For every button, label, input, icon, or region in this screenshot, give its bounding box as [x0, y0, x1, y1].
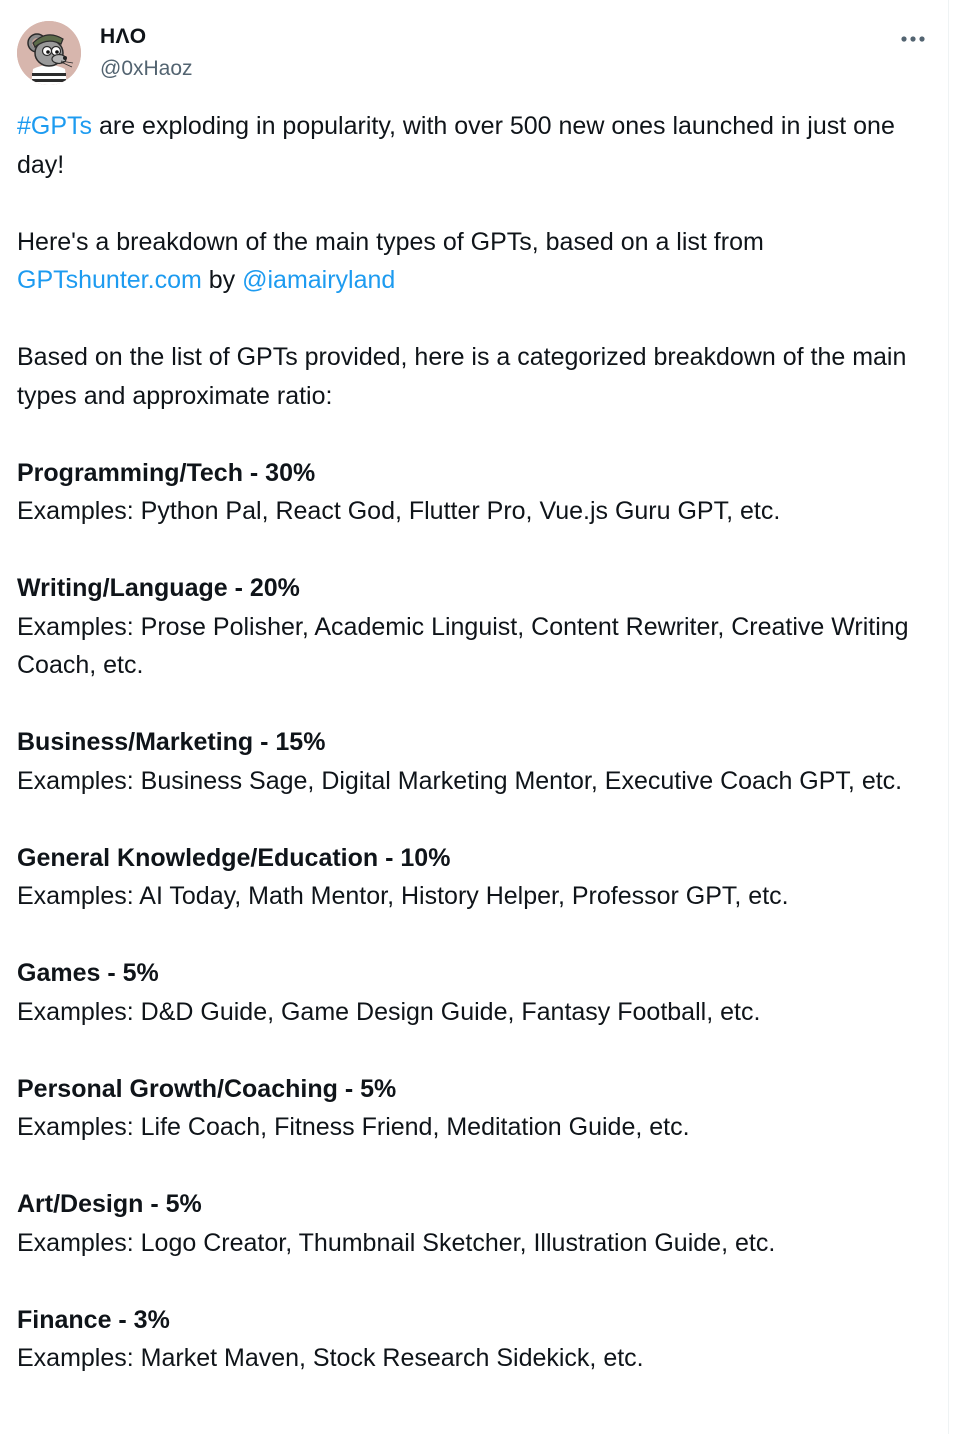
- category-title: Personal Growth/Coaching - 5%: [17, 1074, 397, 1103]
- hashtag-link[interactable]: #GPTs: [17, 112, 93, 140]
- display-name[interactable]: HΛO: [100, 25, 147, 48]
- category-title: Finance - 3%: [17, 1305, 170, 1334]
- summary-paragraph: Based on the list of GPTs provided, here is a categorized breakdown of the main types and approximate ratio:: [17, 343, 907, 410]
- category-examples: Examples: Prose Polisher, Academic Linguist, Content Rewriter, Creative Writing Coach, etc.: [17, 612, 909, 679]
- category-examples: Examples: D&D Guide, Game Design Guide, Fantasy Football, etc.: [17, 997, 761, 1026]
- breakdown-by: by: [201, 266, 243, 294]
- intro-paragraph: [17, 107, 917, 184]
- intro-text: are exploding in popularity, with over 500 new ones launched in just one day!: [17, 112, 895, 179]
- more-horizontal-icon: [900, 35, 926, 43]
- category-block: [17, 1185, 917, 1262]
- cartoon-mouse-avatar-icon: [17, 21, 81, 85]
- category-block: [17, 1070, 917, 1147]
- category-examples: Examples: Market Maven, Stock Research Sidekick, etc.: [17, 1344, 644, 1372]
- user-handle[interactable]: @0xHaoz: [100, 57, 193, 80]
- author-names: [100, 23, 193, 84]
- category-examples: Examples: Logo Creator, Thumbnail Sketcher, Illustration Guide, etc.: [17, 1228, 776, 1257]
- tweet-text: [17, 107, 917, 1416]
- category-title: Writing/Language - 20%: [17, 574, 300, 602]
- category-title: General Knowledge/Education - 10%: [17, 843, 451, 872]
- more-options-button[interactable]: [895, 23, 931, 55]
- avatar[interactable]: [17, 21, 81, 85]
- breakdown-lead: Here's a breakdown of the main types of GPTs, based on a list from: [17, 227, 764, 256]
- category-examples: Examples: Business Sage, Digital Marketing Mentor, Executive Coach GPT, etc.: [17, 766, 903, 795]
- category-block: [17, 954, 917, 1031]
- column-divider: [948, 0, 949, 1434]
- mention-link[interactable]: @iamairyland: [242, 266, 396, 294]
- category-examples: Examples: Python Pal, React God, Flutter Pro, Vue.js Guru GPT, etc.: [17, 497, 781, 525]
- category-block: [17, 454, 917, 531]
- category-block: [17, 723, 917, 800]
- category-examples: Examples: Life Coach, Fitness Friend, Meditation Guide, etc.: [17, 1113, 690, 1141]
- category-title: Art/Design - 5%: [17, 1190, 202, 1218]
- category-examples: Examples: AI Today, Math Mentor, History Helper, Professor GPT, etc.: [17, 882, 789, 910]
- category-title: Games - 5%: [17, 959, 159, 987]
- category-block: [17, 839, 917, 916]
- breakdown-paragraph: [17, 223, 917, 300]
- category-block: [17, 569, 917, 685]
- category-title: Programming/Tech - 30%: [17, 458, 316, 487]
- site-link[interactable]: GPTshunter.com: [17, 266, 202, 294]
- tweet-header: [17, 21, 931, 87]
- category-title: Business/Marketing - 15%: [17, 728, 326, 756]
- category-block: [17, 1301, 917, 1378]
